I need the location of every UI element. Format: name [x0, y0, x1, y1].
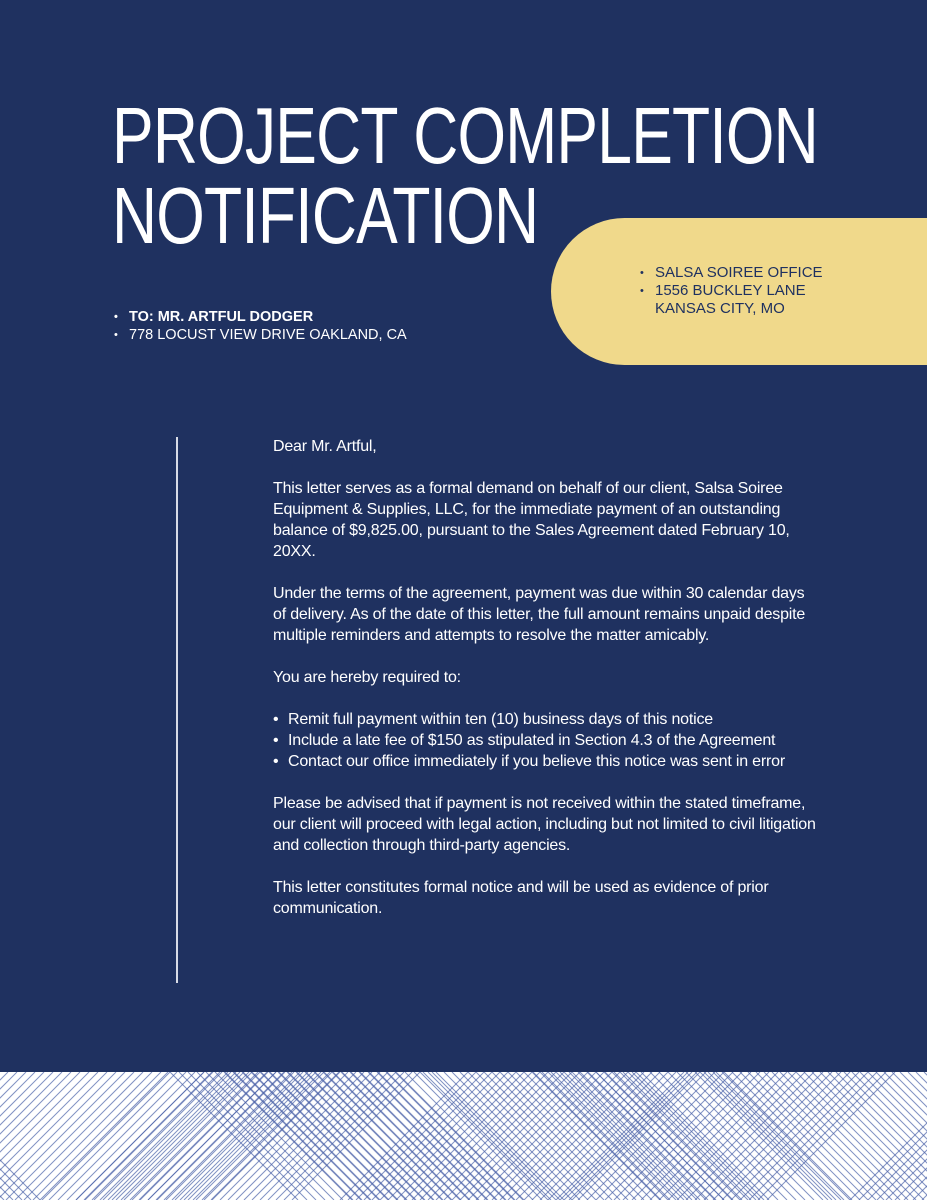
title-line-1: PROJECT COMPLETION: [112, 91, 818, 180]
paragraph-4: This letter constitutes formal notice and will be used as evidence of prior communication.: [273, 879, 769, 917]
list-item: • Contact our office immediately if you believe this notice was sent in error: [273, 751, 818, 772]
list-item: • Remit full payment within ten (10) business days of this notice: [273, 709, 818, 730]
recipient-address: • 778 LOCUST VIEW DRIVE OAKLAND, CA: [114, 326, 407, 344]
recipient-name: • TO: MR. ARTFUL DODGER: [114, 308, 407, 326]
requirements-intro: You are hereby required to:: [273, 669, 461, 686]
decorative-line-pattern: [0, 1072, 927, 1200]
paragraph-1: This letter serves as a formal demand on behalf of our client, Salsa Soiree Equipment & Supplies, LLC, for the immediate payment of an outstanding balance of $9,825.00, pursuant to the Sales Agreement dated February 10, 20XX.: [273, 480, 790, 560]
paragraph-3: Please be advised that if payment is not received within the stated timeframe, our client will proceed with legal action, including but not limited to civil litigation and collection through third-party agencies.: [273, 795, 816, 854]
salutation: Dear Mr. Artful,: [273, 438, 377, 455]
vertical-divider: [176, 437, 178, 983]
sender-block: [640, 264, 823, 318]
sender-city: KANSAS CITY, MO: [655, 300, 785, 317]
paragraph-2: Under the terms of the agreement, payment was due within 30 calendar days of delivery. As of the date of this letter, the full amount remains unpaid despite multiple reminders and attempts to resolve the matter amicably.: [273, 585, 806, 644]
sender-street: • 1556 BUCKLEY LANE: [640, 282, 823, 300]
requirements-list: [273, 709, 818, 772]
sender-office: • SALSA SOIREE OFFICE: [640, 264, 823, 282]
list-item: • Include a late fee of $150 as stipulated in Section 4.3 of the Agreement: [273, 730, 818, 751]
recipient-block: [114, 308, 407, 344]
letter-body: [273, 436, 818, 940]
title-line-2: NOTIFICATION: [112, 171, 539, 260]
